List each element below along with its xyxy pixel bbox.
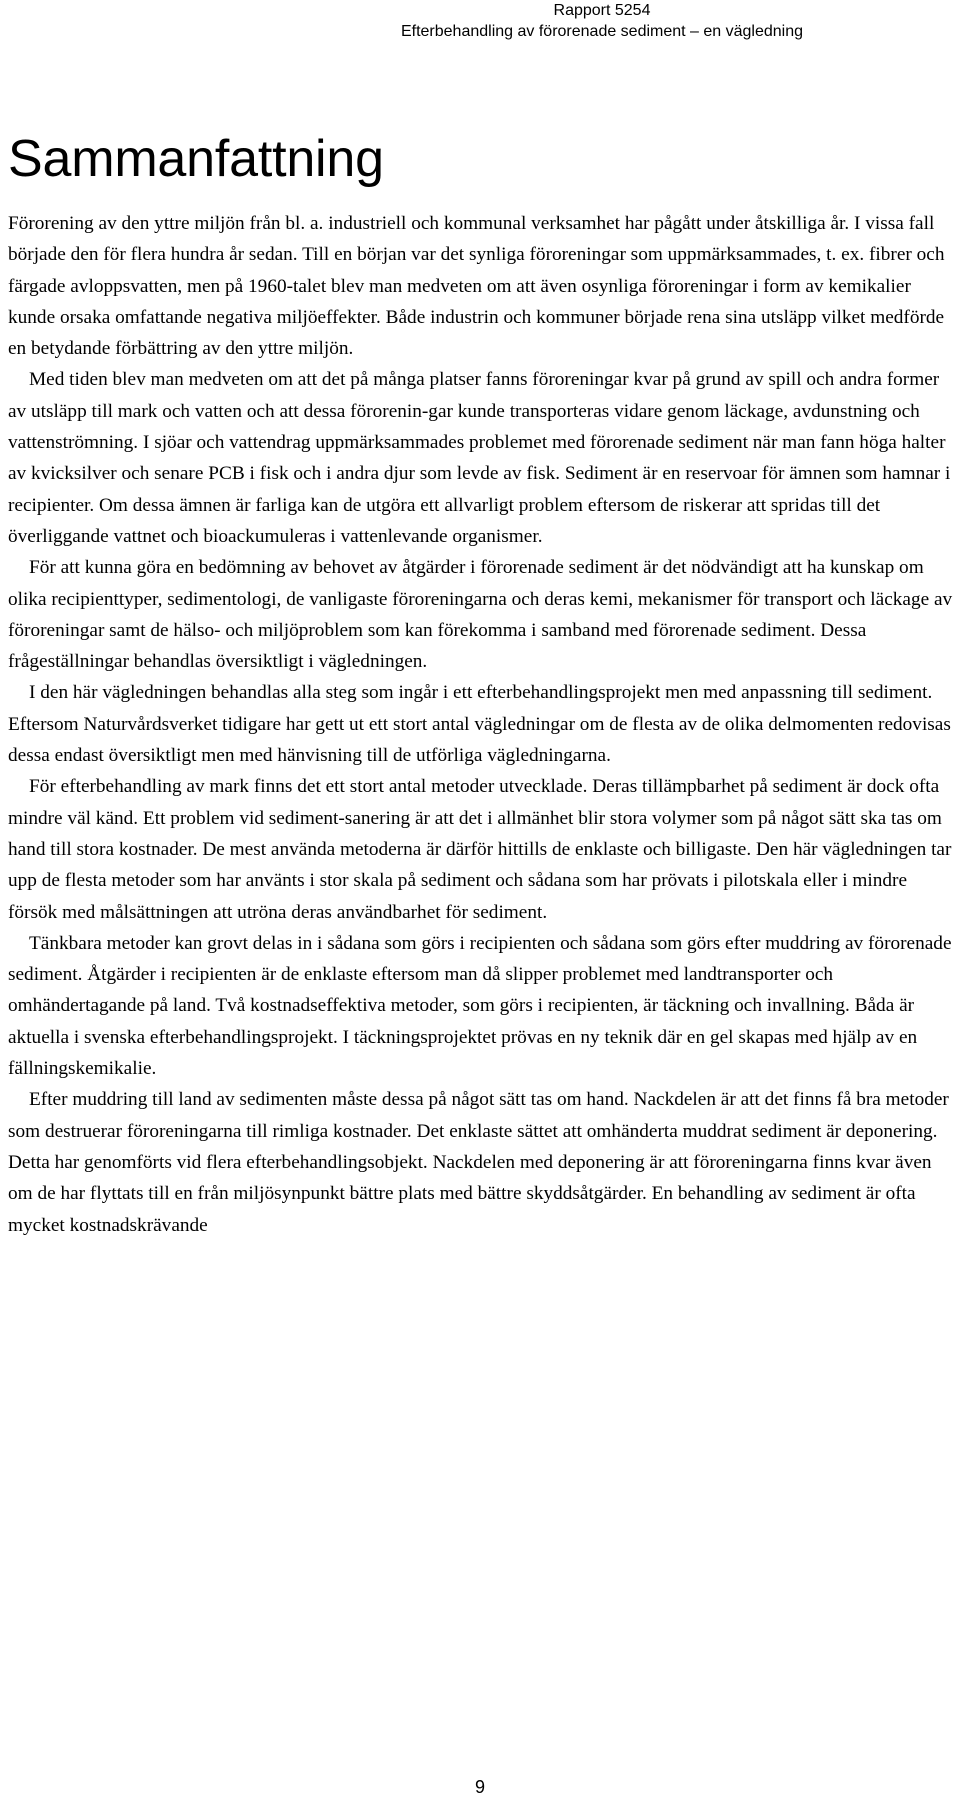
page-number: [0, 1776, 960, 1798]
paragraph-5: För efterbehandling av mark finns det ett stort antal metoder utvecklade. Deras tillämpbarhet på sediment är dock ofta mindre väl känd. Ett problem vid sediment-sanering är att det i allmänhet blir stora volymer som på något sätt ska tas om hand till stora kostnader. De mest använda metoderna är därför hittills de enklaste och billigaste. Den här vägledningen tar upp de flesta metoder som har använts i stor skala på sediment och sådana som har prövats i pilotskala eller i mindre försök med målsättningen att utröna deras användbarhet för sediment.: [8, 776, 952, 923]
paragraph-2: Med tiden blev man medveten om att det på många platser fanns föroreningar kvar på grund av spill och andra former av utsläpp till mark och vatten och att dessa förorenin-gar kunde transporteras vidare genom läckage, avdunstning och vattenströmning. I sjöar och vattendrag uppmärksammades problemet med förorenade sediment när man fann höga halter av kvicksilver och senare PCB i fisk och i andra djur som levde av fisk. Sediment är en reservoar för ämnen som hamnar i recipienter. Om dessa ämnen är farliga kan de utgöra ett allvarligt problem eftersom de riskerar att spridas till det överliggande vattnet och bioackumuleras i vattenlevande organismer.: [8, 369, 951, 547]
report-title: Efterbehandling av förorenade sediment – en vägledning: [400, 23, 804, 40]
paragraph-3: För att kunna göra en bedömning av behovet av åtgärder i förorenade sediment är det nödvändigt att ha kunskap om olika recipienttyper, sedimentologi, de vanligaste föroreningarna och deras kemi, mekanismer för transport och läckage av föroreningar samt de hälso- och miljöproblem som kan förekomma i samband med förorenade sediment. Dessa frågeställningar behandlas översiktligt i vägledningen.: [8, 557, 953, 673]
paragraph-7: Efter muddring till land av sedimenten måste dessa på något sätt tas om hand. Nackdelen är att det finns få bra metoder som destruerar föroreningarna till rimliga kostnader. Det enklaste sättet att omhänderta muddrat sediment är deponering. Detta har genomförts vid flera efterbehandlingsobjekt. Nackdelen med deponering är att föroreningarna finns kvar även om de har flyttats till en från miljösynpunkt bättre plats med bättre skyddsåtgärder. En behandling av sediment är ofta mycket kostnadskrävande: [8, 1089, 949, 1236]
page-number-text: 9: [474, 1777, 485, 1797]
paragraph-4: I den här vägledningen behandlas alla steg som ingår i ett efterbehandlingsprojekt men med anpassning till sediment. Eftersom Naturvårdsverket tidigare har gett ut ett stort antal vägledningar om de flesta av de olika delmomenten redovisas dessa endast översiktligt men med hänvisning till de utförliga vägledningarna.: [8, 682, 951, 767]
paragraph-1: Förorening av den yttre miljön från bl. a. industriell och kommunal verksamhet har pågått under åtskilliga år. I vissa fall började den för flera hundra år sedan. Till en början var det synliga föroreningar som uppmärksammades, t. ex. fibrer och färgade avloppsvatten, men på 1960-talet blev man medveten om att även osynliga föroreningar i form av kemikalier kunde orsaka omfattande negativa miljöeffekter. Både industrin och kommuner började rena sina utsläpp vilket medförde en betydande förbättring av den yttre miljön.: [8, 213, 945, 360]
document-body: [8, 208, 953, 1241]
page-header: [252, 0, 952, 42]
report-number: Rapport 5254: [553, 2, 651, 19]
paragraph-6: Tänkbara metoder kan grovt delas in i sådana som görs i recipienten och sådana som görs efter muddring av förorenade sediment. Åtgärder i recipienten är de enklaste eftersom man då slipper problemet med landtransporter och omhändertagande på land. Två kostnadseffektiva metoder, som görs i recipienten, är täckning och invallning. Båda är aktuella i svenska efterbehandlingsprojekt. I täckningsprojektet prövas en ny teknik där en gel skapas med hjälp av en fällningskemikalie.: [8, 932, 952, 1080]
page-title: Sammanfattning: [8, 130, 384, 188]
